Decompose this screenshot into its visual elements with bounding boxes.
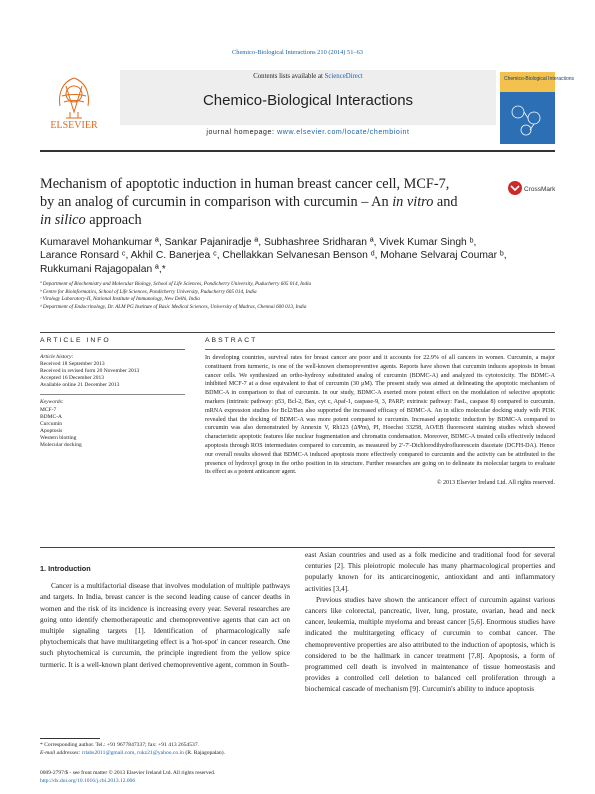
authors-line-3: Rukkumani Rajagopalan ª,* <box>40 263 166 275</box>
title-line-2-text: by an analog of curcumin in comparison with curcumin – An <box>40 194 393 210</box>
masthead-rule <box>40 150 555 152</box>
title-line-2 <box>40 193 495 211</box>
body-paragraph: east Asian countries and used as a folk medicine and traditional food for several centuries [2]. This pleiotropic molecule has many pharmacological properties and popularly known for its anticarcinogenic, antioxidant and anti inflammatory activities [3,4]. <box>305 550 555 593</box>
running-header[interactable]: Chemico-Biological Interactions 210 (2014) 51–63 <box>232 49 363 56</box>
article-info-heading: ARTICLE INFO <box>40 337 111 344</box>
journal-title: Chemico-Biological Interactions <box>202 92 414 109</box>
keyword: Western blotting <box>40 434 77 441</box>
homepage-prefix: journal homepage: <box>206 129 278 136</box>
issn-doi <box>40 770 340 786</box>
cover-title: Chemico-Biological Interactions <box>504 76 575 82</box>
info-top-rule <box>40 332 555 333</box>
keywords-label: Keywords: <box>40 399 64 406</box>
keyword: Curcumin <box>40 420 62 427</box>
elsevier-wordmark: ELSEVIER <box>50 120 98 131</box>
issn-line: 0009-2797/$ - see front matter © 2013 Elsevier Ireland Ltd. All rights reserved. <box>40 770 216 776</box>
title-line-2-end: and <box>433 194 458 210</box>
email-suffix: (R. Rajagopalan). <box>183 750 225 756</box>
history-online: Available online 21 December 2013 <box>40 382 120 389</box>
crossmark-icon <box>507 178 555 198</box>
body-right-column <box>305 549 555 695</box>
body-left-column <box>40 563 290 670</box>
elsevier-logo <box>40 72 108 130</box>
abstract-text: In developing countries, survival rates for breast cancer are poor and it accounts for 22.9% of all cancers in women. Curcumin, a major constituent from turmeric, is one of the well-known chemopreventive agents. Reports have shown that curcumin induces apoptosis in breast cancer cells. We synthesized an ortho-hydroxy substituted analog of curcumin (BDMC-A) and analyzed its cytotoxicity. The BDMC-A inhibited MCF-7 at a dose equivalent to that of curcumin (30 μM). The present study was aimed at delineating the apoptotic mechanism of BDMC-A in comparison to that of curcumin. In our study, BDMC-A exerted more potent effect on the modulation of selective apoptotic markers (intrinsic pathway: p53, Bcl-2, Bax, cyt c, Apaf-1, caspase-9, 3, PARP; extrinsic pathway: FasL, caspase 8) compared to curcumin. mRNA expression studies for Bcl2/Bax also supported the increased efficacy of BDMC-A. An in silico molecular docking study with PI3K revealed that the docking of BDMC-A was more potent compared to curcumin. Increased apoptotic induction by BDMC-A compared to curcumin was also demonstrated by Annexin V, Rh123 (ΔΨm), PI, Hoechst 33258, AO/EB fluorescent staining studies which showed characteristic apoptotic features like nuclear fragmentation and chromatin condensation. Moreover, BDMC-A treated cells effectively induced apoptosis through ROS intermediates compared to curcumin, as measured by 2′-7′-Dichlorodihydrofluorescein diacetate (DCFH-DA). Hence our overall results showed that BDMC-A induced apoptosis more effectively compared to curcumin and the activity can be attributed to the presence of hydroxyl group in the ortho position in its structure. Further researches are going on to delineate its molecular targets to evaluate its effect as a potent anticancer agent. <box>205 355 555 476</box>
section-heading-introduction: 1. Introduction <box>40 564 91 573</box>
contents-prefix: Contents lists available at <box>253 73 325 80</box>
crossmark-button[interactable] <box>507 178 555 198</box>
authors-line-1: Kumaravel Mohankumar ª, Sankar Pajaniradje ª, Subhashree Sridharan ª, Vivek Kumar Singh ᵇ, <box>40 237 477 248</box>
title-line-3 <box>40 211 495 229</box>
doi-link[interactable]: http://dx.doi.org/10.1016/j.cbi.2013.12.006 <box>40 777 136 784</box>
affiliation-a: ª Department of Biochemistry and Molecular Biology, School of Life Sciences, Pondicherry University, Puducherry 605 014, India <box>40 281 312 287</box>
author-list <box>40 236 550 276</box>
body-paragraph: Cancer is a multifactorial disease that involves modulation of multiple pathways and targets. In India, breast cancer is the second leading cause of cancer deaths in women and the risk of its incidence is increasing every year. Several researches are going onto identify chemotherapeutic and chemopreventive agents that can act on multiple signaling targets [1]. Identification of pharmacologically safe phytochemicals that have multitargeting effect is a 'hot-spot' in cancer research. One such phytochemical is curcumin, the principle ingredient from the yellow spice turmeric. It is a well-known plant derived chemopreventive agent, common in South- <box>40 581 290 669</box>
body-paragraph: Previous studies have shown the anticancer effect of curcumin against various cancers like colorectal, pancreatic, liver, lung, prostate, ovarian, head and neck cancer, leukemia, multiple myeloma and breast cancer [5,6]. Enormous studies have indicated the multitargeting efficacy of curcumin to combat cancer. The chemopreventive properties are also attributed to the induction of apoptosis, which is considered to be the hallmark in cancer treatment [7,8]. Apoptosis, a form of programmed cell death is involved in maintenance of tissue homeostasis and provides a controlled cell deletion to balanced cell proliferation through a biochemical cascade of mechanism [9]. Curcumin's ability to induce apoptosis <box>305 594 555 694</box>
keyword: BDMC-A <box>40 413 63 420</box>
email-label: E-mail addresses: <box>40 750 82 756</box>
affiliation-b: ᵇ Centre for Bioinformatics, School of Life Sciences, Pondicherry University, Puducherry 605 014, India <box>40 288 257 295</box>
history-revised: Received in revised form 20 November 2013 <box>40 368 140 375</box>
affiliation-c: ᶜ Virology Laboratory-II, National Institute of Immunology, New Delhi, India <box>40 296 200 303</box>
contents-line <box>120 73 496 80</box>
keyword: Molecular docking <box>40 442 82 449</box>
abstract-heading: ABSTRACT <box>205 337 258 344</box>
abstract <box>205 354 555 488</box>
title-line-1: Mechanism of apoptotic induction in human breast cancer cell, MCF-7, <box>40 176 450 192</box>
title-in-vitro: in vitro <box>392 194 434 210</box>
article-info <box>40 354 185 449</box>
history-accepted: Accepted 16 December 2013 <box>40 375 104 382</box>
title-line-3-end: approach <box>85 212 142 228</box>
email-links[interactable]: rrlabs2011@gmail.com, rukz21@yahoo.co.in <box>81 750 184 756</box>
sciencedirect-link[interactable]: ScienceDirect <box>324 73 363 80</box>
history-label: Article history: <box>40 354 74 360</box>
title-in-silico: in silico <box>40 212 86 228</box>
article-title <box>40 175 495 229</box>
footnote-rule <box>40 738 100 739</box>
affiliation-d: ᵈ Department of Endocrinology, Dr. ALM PG Institute of Basic Medical Sciences, University of Madras, Chennai 600 013, India <box>40 303 307 310</box>
footnotes <box>40 741 340 757</box>
journal-homepage <box>120 129 496 136</box>
keyword: MCF-7 <box>40 406 57 413</box>
info-heading-rule <box>40 349 185 350</box>
corresponding-author: * Corresponding author. Tel.: +91 9677847337; fax: +91 413 2654537. <box>40 742 200 748</box>
authors-line-2: Larance Ronsard ᶜ, Akhil C. Banerjea ᶜ, Chellakkan Selvanesan Benson ᵈ, Mohane Selvaraj Coumar ᵇ, <box>40 250 507 262</box>
abstract-bottom-rule <box>40 547 555 548</box>
keywords-divider <box>40 394 185 395</box>
affiliations <box>40 281 550 311</box>
crossmark-label: CrossMark <box>524 186 556 193</box>
abstract-copyright: © 2013 Elsevier Ireland Ltd. All rights reserved. <box>436 480 555 487</box>
keyword: Apoptosis <box>40 427 63 434</box>
email-line <box>40 749 340 757</box>
journal-cover-thumbnail <box>500 72 575 144</box>
history-received: Received 18 September 2013 <box>40 361 105 368</box>
abstract-heading-rule <box>205 349 555 350</box>
homepage-link[interactable]: www.elsevier.com/locate/chembioint <box>277 129 410 136</box>
